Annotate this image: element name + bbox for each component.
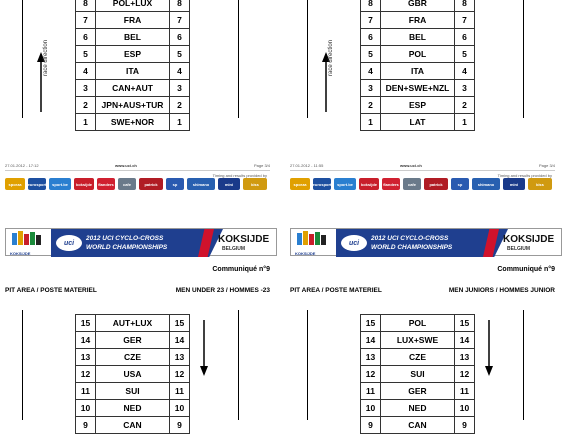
- sponsor-logo: sport.be: [49, 178, 71, 190]
- pit-position: 9: [76, 417, 96, 434]
- team-name: LAT: [381, 114, 455, 131]
- print-date: 27.01.2012 - 11:55: [290, 163, 324, 168]
- sponsor-logo: eurosport: [28, 178, 46, 190]
- event-title-line2: WORLD CHAMPIONSHIPS: [86, 244, 168, 251]
- team-name: BEL: [381, 29, 455, 46]
- pit-position: 12: [361, 366, 381, 383]
- table-row: [76, 80, 190, 97]
- pit-number: 6: [455, 29, 475, 46]
- table-row: [361, 46, 475, 63]
- pit-position: 9: [361, 417, 381, 434]
- team-name: CAN+AUT: [96, 80, 170, 97]
- sponsor-logo: sporza: [290, 178, 310, 190]
- sponsor-logo-strip: [290, 178, 558, 192]
- pit-number: 13: [455, 349, 475, 366]
- pit-position: 1: [76, 114, 96, 131]
- pit-position: 1: [361, 114, 381, 131]
- pit-number: 11: [170, 383, 190, 400]
- team-name: CAN: [96, 417, 170, 434]
- table-row: [76, 63, 190, 80]
- pit-number: 2: [170, 97, 190, 114]
- pit-position: 7: [361, 12, 381, 29]
- event-title-line1: 2012 UCI CYCLO-CROSS: [371, 235, 449, 242]
- bottom-pit-table-section: [285, 300, 570, 430]
- pit-number: 5: [170, 46, 190, 63]
- timing-credit: Timing and results provided by: [497, 173, 552, 178]
- race-direction-down-arrow-icon: [483, 320, 495, 378]
- site-url: www.uci.ch: [400, 163, 422, 168]
- sponsor-logo: flanders: [97, 178, 115, 190]
- table-row: [361, 315, 475, 332]
- pit-number: 12: [170, 366, 190, 383]
- pit-number: 1: [170, 114, 190, 131]
- pit-number: 4: [455, 63, 475, 80]
- sponsor-logo-strip: [5, 178, 273, 192]
- pit-box-table-bottom: [75, 314, 190, 434]
- race-category: MEN UNDER 23 / HOMMES -23: [175, 287, 270, 294]
- team-name: JPN+AUS+TUR: [96, 97, 170, 114]
- table-row: [76, 400, 190, 417]
- pit-position: 3: [361, 80, 381, 97]
- pit-position: 5: [76, 46, 96, 63]
- pit-number: 11: [455, 383, 475, 400]
- race-direction-label: race direction: [328, 39, 334, 76]
- pit-position: 11: [361, 383, 381, 400]
- left-document-page: [0, 0, 285, 430]
- pit-position: 11: [76, 383, 96, 400]
- pit-position: 10: [361, 400, 381, 417]
- pit-number: 7: [455, 12, 475, 29]
- team-name: ESP: [96, 46, 170, 63]
- sponsor-logo: kiss: [528, 178, 552, 190]
- team-name: AUT+LUX: [96, 315, 170, 332]
- sponsor-logo: flanders: [382, 178, 400, 190]
- pit-position: 15: [76, 315, 96, 332]
- table-row: [361, 63, 475, 80]
- sponsor-logo: cafe: [118, 178, 136, 190]
- pit-number: 8: [170, 0, 190, 12]
- pit-position: 13: [361, 349, 381, 366]
- table-row: [361, 0, 475, 12]
- sponsor-logo: kiss: [243, 178, 267, 190]
- sponsor-logo: sp: [166, 178, 184, 190]
- pit-position: 2: [76, 97, 96, 114]
- pit-position: 13: [76, 349, 96, 366]
- pit-lane-left-line: [307, 0, 308, 118]
- team-name: NED: [96, 400, 170, 417]
- pit-position: 6: [76, 29, 96, 46]
- event-title-line1: 2012 UCI CYCLO-CROSS: [86, 235, 164, 242]
- event-banner: [5, 228, 277, 256]
- event-banner: [290, 228, 562, 256]
- team-name: FRA: [96, 12, 170, 29]
- race-direction-label: race direction: [43, 39, 49, 76]
- pit-position: 7: [76, 12, 96, 29]
- sponsor-logo: patrick: [139, 178, 163, 190]
- table-row: [361, 29, 475, 46]
- uci-logo: uci: [56, 235, 82, 251]
- pit-lane-left-line: [22, 310, 23, 420]
- pit-position: 4: [361, 63, 381, 80]
- top-pit-table-section: [285, 0, 570, 127]
- sponsor-logo: patrick: [424, 178, 448, 190]
- pit-position: 3: [76, 80, 96, 97]
- table-row: [76, 383, 190, 400]
- uci-logo: uci: [341, 235, 367, 251]
- pit-lane-right-line: [238, 0, 239, 118]
- site-url: www.uci.ch: [115, 163, 137, 168]
- pit-number: 1: [455, 114, 475, 131]
- sponsor-logo: sporza: [5, 178, 25, 190]
- team-name: CZE: [381, 349, 455, 366]
- sponsor-logo: shimano: [187, 178, 215, 190]
- race-category: MEN JUNIORS / HOMMES JUNIOR: [448, 287, 555, 294]
- pit-number: 10: [170, 400, 190, 417]
- communique-number: Communiqué n°9: [212, 266, 270, 273]
- pit-position: 14: [361, 332, 381, 349]
- communique-number: Communiqué n°9: [497, 266, 555, 273]
- koksijde-logo: [6, 229, 48, 257]
- event-country: BELGIUM: [222, 246, 246, 252]
- pit-area-heading: PIT AREA / POSTE MATERIEL: [5, 287, 97, 294]
- team-name: DEN+SWE+NZL: [381, 80, 455, 97]
- team-name: SWE+NOR: [96, 114, 170, 131]
- page-number: Page 3/4: [253, 163, 270, 168]
- pit-number: 15: [455, 315, 475, 332]
- pit-box-table-top: [75, 0, 190, 131]
- page-number: Page 3/4: [538, 163, 555, 168]
- table-row: [76, 366, 190, 383]
- pit-number: 12: [455, 366, 475, 383]
- pit-area-heading: PIT AREA / POSTE MATERIEL: [290, 287, 382, 294]
- pit-lane-left-line: [22, 0, 23, 118]
- team-name: GER: [381, 383, 455, 400]
- logo-city-text: KOKSIJDE: [10, 251, 31, 256]
- table-row: [76, 0, 190, 12]
- pit-position: 2: [361, 97, 381, 114]
- pit-position: 8: [76, 0, 96, 12]
- pit-number: 3: [170, 80, 190, 97]
- table-row: [361, 366, 475, 383]
- pit-number: 6: [170, 29, 190, 46]
- pit-box-table-bottom: [360, 314, 475, 434]
- team-name: POL: [381, 46, 455, 63]
- table-row: [76, 349, 190, 366]
- team-name: GBR: [381, 0, 455, 12]
- team-name: CAN: [381, 417, 455, 434]
- logo-city-text: KOKSIJDE: [295, 251, 316, 256]
- sponsor-logo: mini: [218, 178, 240, 190]
- race-direction-down-arrow-icon: [198, 320, 210, 378]
- team-name: SUI: [96, 383, 170, 400]
- pit-number: 9: [455, 417, 475, 434]
- pit-number: 3: [455, 80, 475, 97]
- sponsor-logo: eurosport: [313, 178, 331, 190]
- event-city: KOKSIJDE: [503, 234, 555, 245]
- pit-number: 9: [170, 417, 190, 434]
- pit-number: 8: [455, 0, 475, 12]
- pit-position: 14: [76, 332, 96, 349]
- team-name: FRA: [381, 12, 455, 29]
- table-row: [361, 400, 475, 417]
- table-row: [361, 114, 475, 131]
- sponsor-logo: shimano: [472, 178, 500, 190]
- sponsor-logo: sp: [451, 178, 469, 190]
- event-city: KOKSIJDE: [218, 234, 270, 245]
- pit-number: 15: [170, 315, 190, 332]
- divider: [5, 170, 270, 171]
- pit-position: 12: [76, 366, 96, 383]
- pit-lane-right-line: [523, 0, 524, 118]
- pit-number: 10: [455, 400, 475, 417]
- right-document-page: [285, 0, 570, 430]
- pit-number: 2: [455, 97, 475, 114]
- table-row: [76, 114, 190, 131]
- table-row: [76, 12, 190, 29]
- bottom-pit-table-section: [0, 300, 285, 430]
- pit-number: 14: [170, 332, 190, 349]
- event-country: BELGIUM: [507, 246, 531, 252]
- pit-number: 4: [170, 63, 190, 80]
- team-name: LUX+SWE: [381, 332, 455, 349]
- table-row: [361, 417, 475, 434]
- team-name: CZE: [96, 349, 170, 366]
- event-title-line2: WORLD CHAMPIONSHIPS: [371, 244, 453, 251]
- team-name: SUI: [381, 366, 455, 383]
- pit-number: 14: [455, 332, 475, 349]
- sponsor-logo: koksijde: [359, 178, 379, 190]
- table-row: [361, 12, 475, 29]
- pit-position: 8: [361, 0, 381, 12]
- pit-position: 4: [76, 63, 96, 80]
- koksijde-logo: [291, 229, 333, 257]
- pit-position: 6: [361, 29, 381, 46]
- pit-number: 13: [170, 349, 190, 366]
- top-pit-table-section: [0, 0, 285, 127]
- pit-number: 7: [170, 12, 190, 29]
- divider: [290, 170, 555, 171]
- table-row: [76, 315, 190, 332]
- print-date: 27.01.2012 - 17:12: [5, 163, 39, 168]
- table-row: [76, 332, 190, 349]
- table-row: [361, 349, 475, 366]
- timing-credit: Timing and results provided by: [212, 173, 267, 178]
- table-row: [76, 97, 190, 114]
- table-row: [76, 29, 190, 46]
- team-name: USA: [96, 366, 170, 383]
- pit-box-table-top: [360, 0, 475, 131]
- team-name: GER: [96, 332, 170, 349]
- pit-lane-left-line: [307, 310, 308, 420]
- pit-number: 5: [455, 46, 475, 63]
- pit-position: 10: [76, 400, 96, 417]
- sponsor-logo: mini: [503, 178, 525, 190]
- team-name: ITA: [96, 63, 170, 80]
- table-row: [361, 332, 475, 349]
- pit-lane-right-line: [523, 310, 524, 420]
- pit-position: 5: [361, 46, 381, 63]
- sponsor-logo: sport.be: [334, 178, 356, 190]
- pit-position: 15: [361, 315, 381, 332]
- team-name: POL: [381, 315, 455, 332]
- team-name: BEL: [96, 29, 170, 46]
- team-name: NED: [381, 400, 455, 417]
- team-name: ITA: [381, 63, 455, 80]
- sponsor-logo: cafe: [403, 178, 421, 190]
- pit-lane-right-line: [238, 310, 239, 420]
- table-row: [361, 80, 475, 97]
- sponsor-logo: koksijde: [74, 178, 94, 190]
- table-row: [361, 383, 475, 400]
- table-row: [361, 97, 475, 114]
- table-row: [76, 417, 190, 434]
- table-row: [76, 46, 190, 63]
- team-name: POL+LUX: [96, 0, 170, 12]
- team-name: ESP: [381, 97, 455, 114]
